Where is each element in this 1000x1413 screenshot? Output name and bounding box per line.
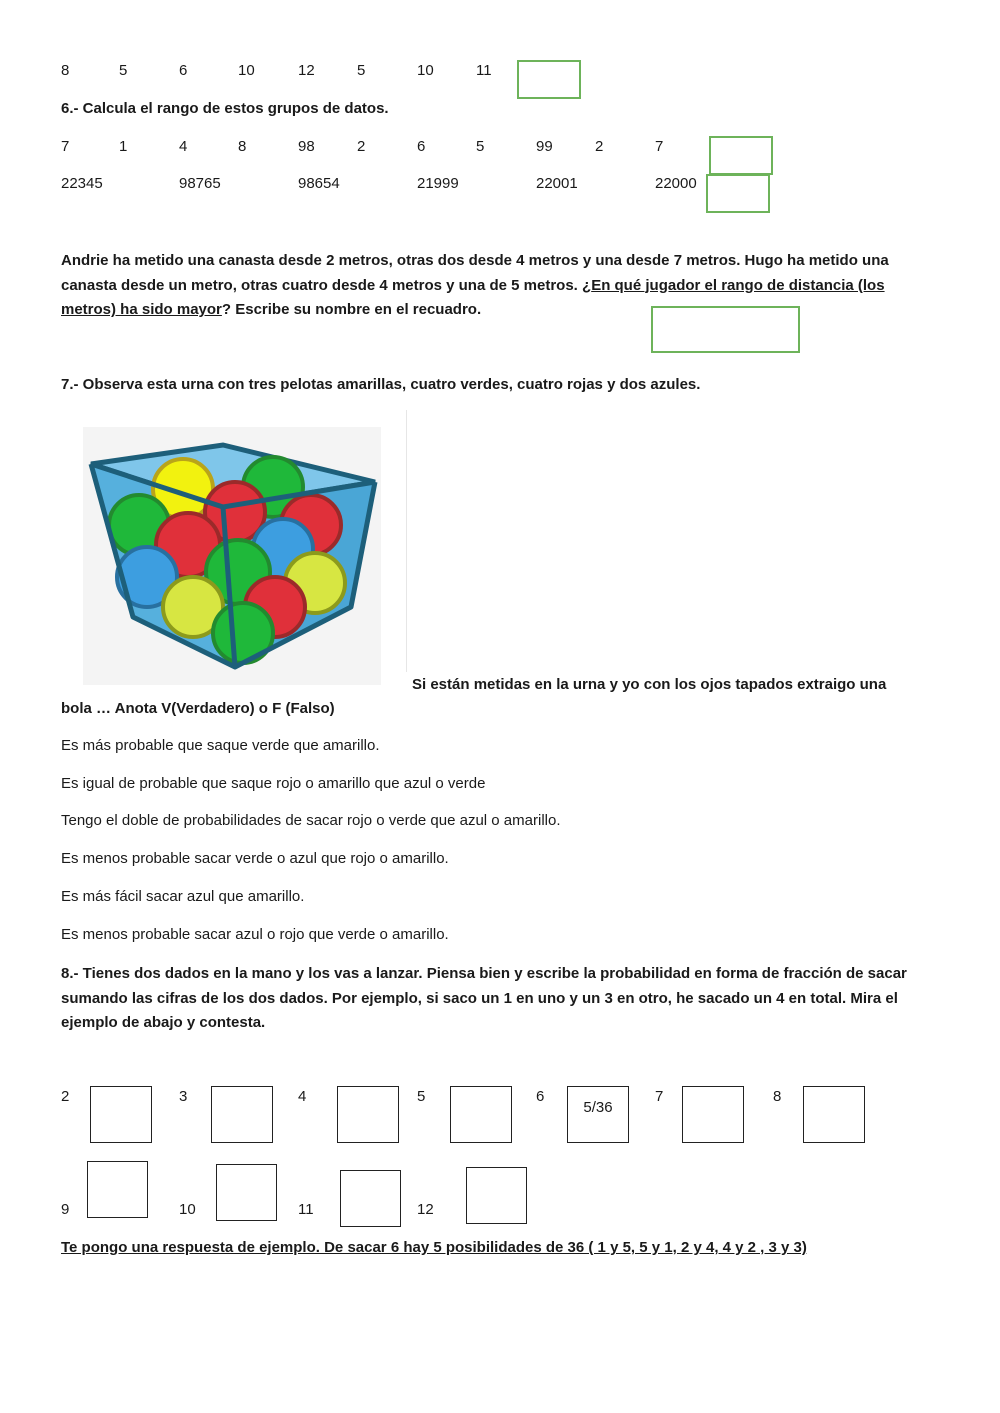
statement: Es más probable que saque verde que amarillo.	[61, 737, 380, 754]
answer-box-range-1[interactable]	[709, 136, 773, 175]
statement: Es menos probable sacar azul o rojo que verde o amarillo.	[61, 926, 449, 943]
answer-box-top[interactable]	[517, 60, 581, 99]
answer-box-sum-9[interactable]	[87, 1161, 148, 1218]
sum-label: 7	[655, 1088, 664, 1105]
sum-label: 5	[417, 1088, 426, 1105]
answer-box-sum-4[interactable]	[337, 1086, 399, 1143]
image-divider	[406, 410, 407, 672]
sum-label: 8	[773, 1088, 782, 1105]
top-value: 11	[476, 62, 492, 79]
q6-value: 7	[61, 138, 70, 155]
top-value: 8	[61, 62, 70, 79]
sum-label: 10	[179, 1201, 196, 1218]
urn-illustration	[83, 427, 381, 685]
statement: Es igual de probable que saque rojo o amarillo que azul o verde	[61, 775, 486, 792]
q6-value: 5	[476, 138, 485, 155]
top-value: 5	[357, 62, 366, 79]
q6-problem	[61, 249, 941, 323]
answer-box-sum-5[interactable]	[450, 1086, 512, 1143]
q6-value: 8	[238, 138, 247, 155]
q6-value: 98	[298, 138, 315, 155]
top-value: 12	[298, 62, 315, 79]
q7-instruction-line2: bola … Anota V(Verdadero) o F (Falso)	[61, 700, 335, 717]
q6-value: 1	[119, 138, 128, 155]
answer-box-sum-10[interactable]	[216, 1164, 277, 1221]
sum-label: 9	[61, 1201, 70, 1218]
problem-question: En qué jugador el rango de distancia (los metros) ha sido mayor	[61, 276, 885, 318]
sum-label: 11	[298, 1201, 314, 1218]
q6-value: 98765	[179, 175, 221, 192]
sum-label: 3	[179, 1088, 188, 1105]
answer-box-sum-11[interactable]	[340, 1170, 401, 1227]
q6-value: 98654	[298, 175, 340, 192]
q8-title: 8.- Tienes dos dados en la mano y los vas a lanzar. Piensa bien y escribe la probabilidad en forma de fracción de sacar sumando las cifras de los dos dados. Por ejemplo, si saco un 1 en uno y un 3 en otro, he sacado un 4 en total. Mira el ejemplo de abajo y contesta.	[61, 965, 907, 1031]
answer-box-sum-12[interactable]	[466, 1167, 527, 1224]
statement: Es menos probable sacar verde o azul que rojo o amarillo.	[61, 850, 449, 867]
q6-value: 99	[536, 138, 553, 155]
sum-label: 2	[61, 1088, 70, 1105]
q8-footer: Te pongo una respuesta de ejemplo. De sacar 6 hay 5 posibilidades de 36 ( 1 y 5, 5 y 1, 2 y 4, 4 y 2 , 3 y 3)	[61, 1239, 807, 1256]
q6-title: 6.- Calcula el rango de estos grupos de datos.	[61, 100, 389, 117]
answer-box-sum-6[interactable]: 5/36	[567, 1086, 629, 1143]
answer-box-player-name[interactable]	[651, 306, 800, 353]
sum-label: 4	[298, 1088, 307, 1105]
problem-text: Andrie ha metido una canasta desde 2 metros, otras dos desde 4 metros y una desde 7 metros. Hugo ha metido una canasta desde un metro, otras cuatro desde 4 metros y una de 5 metros.	[61, 252, 889, 294]
q6-value: 21999	[417, 175, 459, 192]
top-value: 5	[119, 62, 128, 79]
sum-label: 6	[536, 1088, 545, 1105]
answer-box-range-2[interactable]	[706, 174, 770, 213]
statement: Tengo el doble de probabilidades de sacar rojo o verde que azul o amarillo.	[61, 812, 561, 829]
answer-box-sum-3[interactable]	[211, 1086, 273, 1143]
statement: Es más fácil sacar azul que amarillo.	[61, 888, 305, 905]
problem-question-mark: ¿	[582, 276, 592, 294]
problem-instruction: ? Escribe su nombre en el recuadro.	[221, 301, 482, 318]
q6-value: 2	[595, 138, 604, 155]
q6-value: 22345	[61, 175, 103, 192]
q6-value: 6	[417, 138, 426, 155]
sum-label: 12	[417, 1201, 434, 1218]
q6-value: 22000	[655, 175, 697, 192]
top-value: 10	[238, 62, 255, 79]
top-value: 6	[179, 62, 188, 79]
top-value: 10	[417, 62, 434, 79]
answer-box-sum-8[interactable]	[803, 1086, 865, 1143]
urn-image	[83, 427, 381, 685]
q6-value: 2	[357, 138, 366, 155]
q6-value: 4	[179, 138, 188, 155]
q6-value: 22001	[536, 175, 578, 192]
q7-title: 7.- Observa esta urna con tres pelotas amarillas, cuatro verdes, cuatro rojas y dos azules.	[61, 376, 701, 393]
q6-value: 7	[655, 138, 664, 155]
answer-box-sum-2[interactable]	[90, 1086, 152, 1143]
q7-instruction-line1: Si están metidas en la urna y yo con los ojos tapados extraigo una	[412, 676, 887, 693]
answer-box-sum-7[interactable]	[682, 1086, 744, 1143]
